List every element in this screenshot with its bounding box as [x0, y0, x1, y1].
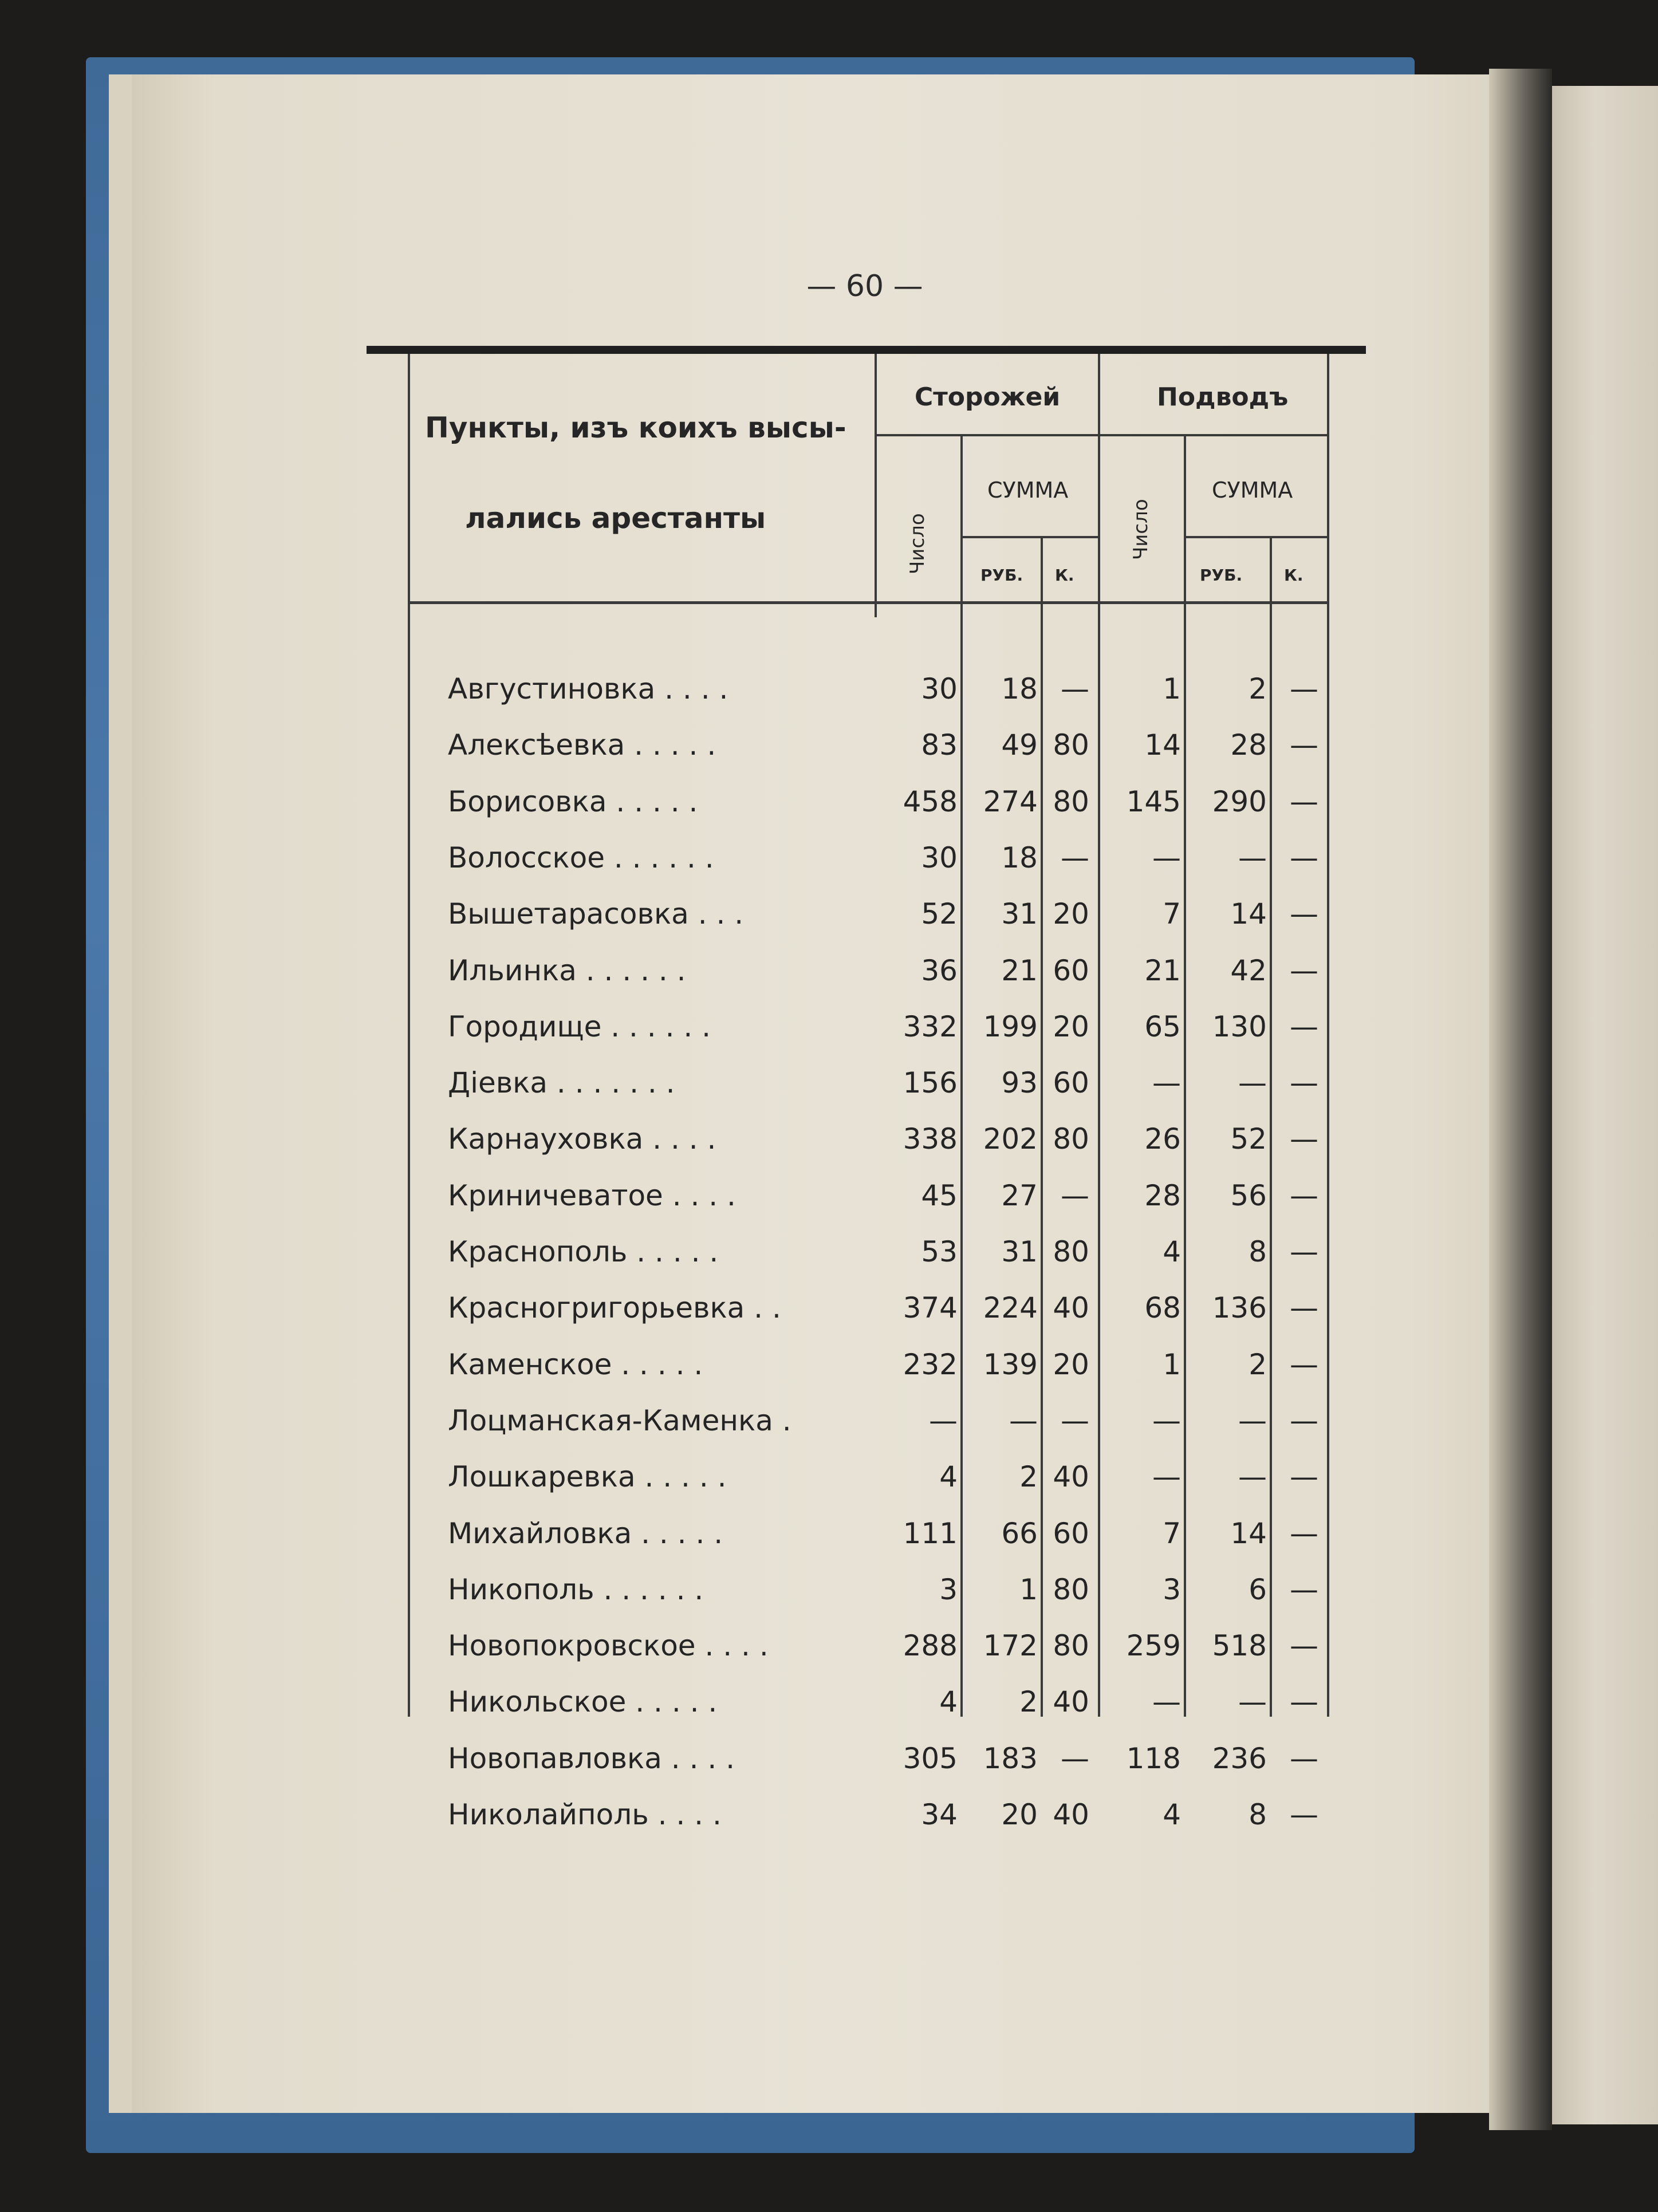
cell-g-rub: 93 — [1001, 1066, 1038, 1100]
cell-g-num: 45 — [921, 1178, 958, 1212]
cell-g-rub: 1 — [1019, 1572, 1038, 1606]
cell-g-kop: — — [1061, 1178, 1089, 1212]
cell-p-rub: — — [1238, 841, 1267, 874]
point-name: Ильинка . . . . . . — [448, 953, 686, 987]
cell-g-kop: 80 — [1053, 1122, 1089, 1156]
cell-g-kop: 20 — [1053, 1010, 1089, 1043]
cell-g-num: 34 — [921, 1798, 958, 1831]
cell-p-num: 4 — [1163, 1798, 1181, 1831]
cell-g-kop: 60 — [1053, 1066, 1089, 1100]
cell-p-kop: — — [1290, 897, 1318, 931]
header-bottom-rule — [408, 601, 1327, 604]
cell-p-num: 65 — [1144, 1010, 1181, 1043]
carts-kop-header: К. — [1284, 566, 1303, 585]
cell-g-rub: 27 — [1001, 1178, 1038, 1212]
table-row — [408, 1789, 1330, 1845]
header-rule — [875, 434, 1327, 436]
cell-p-rub: 136 — [1212, 1291, 1267, 1325]
cell-p-rub: — — [1238, 1460, 1267, 1494]
table-row — [408, 1676, 1330, 1732]
point-name: Лоцманская-Каменка . — [448, 1403, 791, 1437]
cell-p-rub: — — [1238, 1403, 1267, 1437]
cell-p-num: — — [1152, 1066, 1181, 1100]
cell-g-kop: 80 — [1053, 1235, 1089, 1268]
point-name: Новопавловка . . . . — [448, 1741, 735, 1775]
carts-rub-header: РУБ. — [1200, 566, 1243, 585]
cell-g-rub: 2 — [1019, 1685, 1038, 1719]
cell-p-kop: — — [1290, 1178, 1318, 1212]
page-number: — 60 — — [806, 269, 923, 303]
cell-p-rub: 236 — [1212, 1741, 1267, 1775]
cell-p-rub: 2 — [1249, 1347, 1267, 1381]
cell-g-kop: 40 — [1053, 1460, 1089, 1494]
table-row — [408, 1339, 1330, 1395]
point-name: Михайловка . . . . . — [448, 1516, 723, 1550]
cell-p-num: — — [1152, 1460, 1181, 1494]
cell-g-num: 83 — [921, 728, 958, 762]
cell-p-num: 1 — [1163, 672, 1181, 705]
cell-g-kop: 40 — [1053, 1685, 1089, 1719]
cell-p-kop: — — [1290, 1066, 1318, 1100]
cell-p-kop: — — [1290, 1629, 1318, 1663]
cell-p-num: — — [1152, 1685, 1181, 1719]
table-col-divider — [875, 354, 877, 617]
cell-p-rub: 28 — [1230, 728, 1267, 762]
cell-g-rub: 18 — [1001, 672, 1038, 705]
cell-p-rub: 8 — [1249, 1798, 1267, 1831]
cell-g-kop: — — [1061, 1403, 1089, 1437]
cell-p-kop: — — [1290, 1798, 1318, 1831]
cell-g-rub: 2 — [1019, 1460, 1038, 1494]
cell-g-rub: 31 — [1001, 1235, 1038, 1268]
cell-g-rub: 183 — [983, 1741, 1038, 1775]
cell-p-rub: 6 — [1249, 1572, 1267, 1606]
cell-p-kop: — — [1290, 1122, 1318, 1156]
cell-g-rub: 66 — [1001, 1516, 1038, 1550]
cell-g-rub: 20 — [1001, 1798, 1038, 1831]
cell-g-rub: — — [1009, 1403, 1038, 1437]
cell-g-rub: 18 — [1001, 841, 1038, 874]
guards-rub-header: РУБ. — [980, 566, 1023, 585]
cell-p-num: 7 — [1163, 1516, 1181, 1550]
cell-p-kop: — — [1290, 1572, 1318, 1606]
cell-p-kop: — — [1290, 1460, 1318, 1494]
guards-count-header: Число — [906, 513, 929, 574]
cell-g-num: — — [929, 1403, 958, 1437]
cell-p-kop: — — [1290, 1235, 1318, 1268]
cell-p-num: 118 — [1126, 1741, 1181, 1775]
data-table — [408, 354, 1330, 1831]
cell-p-rub: 14 — [1230, 897, 1267, 931]
carts-sum-header: СУММА — [1212, 478, 1293, 503]
cell-g-kop: 80 — [1053, 784, 1089, 818]
cell-p-num: 259 — [1126, 1629, 1181, 1663]
point-name: Краснополь . . . . . — [448, 1235, 719, 1268]
cell-g-kop: — — [1061, 841, 1089, 874]
cell-g-num: 36 — [921, 953, 958, 987]
cell-p-rub: — — [1238, 1066, 1267, 1100]
cell-g-num: 338 — [903, 1122, 958, 1156]
cell-p-num: 4 — [1163, 1235, 1181, 1268]
cell-g-kop: 40 — [1053, 1798, 1089, 1831]
cell-g-num: 30 — [921, 841, 958, 874]
point-name: Никополь . . . . . . — [448, 1572, 704, 1606]
cell-g-kop: 80 — [1053, 1572, 1089, 1606]
cell-p-num: 7 — [1163, 897, 1181, 931]
cell-g-kop: 80 — [1053, 1629, 1089, 1663]
cell-g-kop: 60 — [1053, 1516, 1089, 1550]
cell-p-num: 26 — [1144, 1122, 1181, 1156]
cell-p-kop: — — [1290, 672, 1318, 705]
cell-g-num: 374 — [903, 1291, 958, 1325]
table-row — [408, 1001, 1330, 1057]
cell-g-rub: 172 — [983, 1629, 1038, 1663]
cell-g-num: 305 — [903, 1741, 958, 1775]
facing-page-edge — [1552, 86, 1658, 2124]
point-name: Августиновка . . . . — [448, 672, 728, 705]
cell-g-num: 156 — [903, 1066, 958, 1100]
cell-g-num: 53 — [921, 1235, 958, 1268]
cell-p-rub: 56 — [1230, 1178, 1267, 1212]
table-row — [408, 1620, 1330, 1676]
table-row — [408, 1226, 1330, 1282]
table-row — [408, 1395, 1330, 1451]
point-name: Николайполь . . . . — [448, 1798, 722, 1831]
carts-header: Подводъ — [1157, 383, 1289, 412]
table-row — [408, 1282, 1330, 1338]
cell-p-num: — — [1152, 1403, 1181, 1437]
point-name: Борисовка . . . . . — [448, 784, 698, 818]
cell-g-num: 111 — [903, 1516, 958, 1550]
cell-g-rub: 49 — [1001, 728, 1038, 762]
cell-p-num: 21 — [1144, 953, 1181, 987]
cell-p-rub: 290 — [1212, 784, 1267, 818]
cell-g-num: 3 — [939, 1572, 958, 1606]
cell-p-rub: 52 — [1230, 1122, 1267, 1156]
cell-p-kop: — — [1290, 1291, 1318, 1325]
point-name: Дiевка . . . . . . . — [448, 1066, 675, 1100]
cell-p-num: 3 — [1163, 1572, 1181, 1606]
cell-g-rub: 202 — [983, 1122, 1038, 1156]
cell-g-kop: 20 — [1053, 1347, 1089, 1381]
cell-p-kop: — — [1290, 1010, 1318, 1043]
table-row — [408, 888, 1330, 944]
point-name: Лошкаревка . . . . . — [448, 1460, 727, 1494]
point-name: Новопокровское . . . . — [448, 1629, 769, 1663]
cell-p-kop: — — [1290, 1741, 1318, 1775]
cell-g-rub: 199 — [983, 1010, 1038, 1043]
cell-g-kop: — — [1061, 1741, 1089, 1775]
table-row — [408, 1564, 1330, 1620]
cell-g-kop: 40 — [1053, 1291, 1089, 1325]
cell-p-rub: 518 — [1212, 1629, 1267, 1663]
point-name: Вышетарасовка . . . — [448, 897, 744, 931]
points-header: Пункты, изъ коихъ высы- — [425, 411, 846, 444]
cell-g-rub: 139 — [983, 1347, 1038, 1381]
cell-g-num: 332 — [903, 1010, 958, 1043]
cell-p-rub: 8 — [1249, 1235, 1267, 1268]
cell-p-rub: — — [1238, 1685, 1267, 1719]
cell-g-num: 30 — [921, 672, 958, 705]
cell-g-kop: 20 — [1053, 897, 1089, 931]
table-row — [408, 832, 1330, 888]
cell-g-kop: — — [1061, 672, 1089, 705]
table-row — [408, 1508, 1330, 1564]
cell-p-num: — — [1152, 841, 1181, 874]
cell-p-rub: 42 — [1230, 953, 1267, 987]
table-row — [408, 1451, 1330, 1507]
guards-header: Сторожей — [915, 383, 1061, 412]
table-row — [408, 1057, 1330, 1113]
book-spine — [1489, 69, 1552, 2130]
cell-g-rub: 274 — [983, 784, 1038, 818]
point-name: Карнауховка . . . . — [448, 1122, 716, 1156]
cell-p-kop: — — [1290, 784, 1318, 818]
cell-p-rub: 130 — [1212, 1010, 1267, 1043]
table-row — [408, 719, 1330, 775]
header-rule — [1184, 536, 1327, 538]
point-name: Каменское . . . . . — [448, 1347, 703, 1381]
table-row — [408, 663, 1330, 719]
cell-p-num: 68 — [1144, 1291, 1181, 1325]
cell-p-kop: — — [1290, 1347, 1318, 1381]
point-name: Криничеватое . . . . — [448, 1178, 736, 1212]
cell-g-num: 4 — [939, 1685, 958, 1719]
table-top-rule — [367, 346, 1366, 354]
cell-g-rub: 224 — [983, 1291, 1038, 1325]
carts-count-header: Число — [1129, 499, 1152, 560]
cell-g-num: 4 — [939, 1460, 958, 1494]
cell-g-num: 232 — [903, 1347, 958, 1381]
guards-sum-header: СУММА — [987, 478, 1069, 503]
cell-g-num: 458 — [903, 784, 958, 818]
cell-g-num: 288 — [903, 1629, 958, 1663]
points-header: лались арестанты — [465, 502, 766, 535]
cell-p-kop: — — [1290, 1685, 1318, 1719]
header-rule — [960, 536, 1098, 538]
cell-p-rub: 2 — [1249, 672, 1267, 705]
point-name: Алексѣевка . . . . . — [448, 728, 716, 762]
point-name: Городище . . . . . . — [448, 1010, 711, 1043]
point-name: Никольское . . . . . — [448, 1685, 718, 1719]
cell-p-kop: — — [1290, 728, 1318, 762]
cell-p-num: 14 — [1144, 728, 1181, 762]
table-row — [408, 776, 1330, 832]
cell-p-kop: — — [1290, 1516, 1318, 1550]
cell-p-num: 28 — [1144, 1178, 1181, 1212]
cell-g-kop: 80 — [1053, 728, 1089, 762]
table-row — [408, 1113, 1330, 1169]
cell-g-rub: 21 — [1001, 953, 1038, 987]
table-row — [408, 1170, 1330, 1226]
cell-p-kop: — — [1290, 1403, 1318, 1437]
cell-p-kop: — — [1290, 953, 1318, 987]
table-row — [408, 945, 1330, 1001]
cell-g-kop: 60 — [1053, 953, 1089, 987]
cell-g-rub: 31 — [1001, 897, 1038, 931]
point-name: Красногригорьевка . . — [448, 1291, 781, 1325]
cell-g-num: 52 — [921, 897, 958, 931]
cell-p-rub: 14 — [1230, 1516, 1267, 1550]
cell-p-num: 145 — [1126, 784, 1181, 818]
point-name: Волосское . . . . . . — [448, 841, 714, 874]
cell-p-kop: — — [1290, 841, 1318, 874]
cell-p-num: 1 — [1163, 1347, 1181, 1381]
table-row — [408, 1733, 1330, 1789]
guards-kop-header: К. — [1055, 566, 1074, 585]
